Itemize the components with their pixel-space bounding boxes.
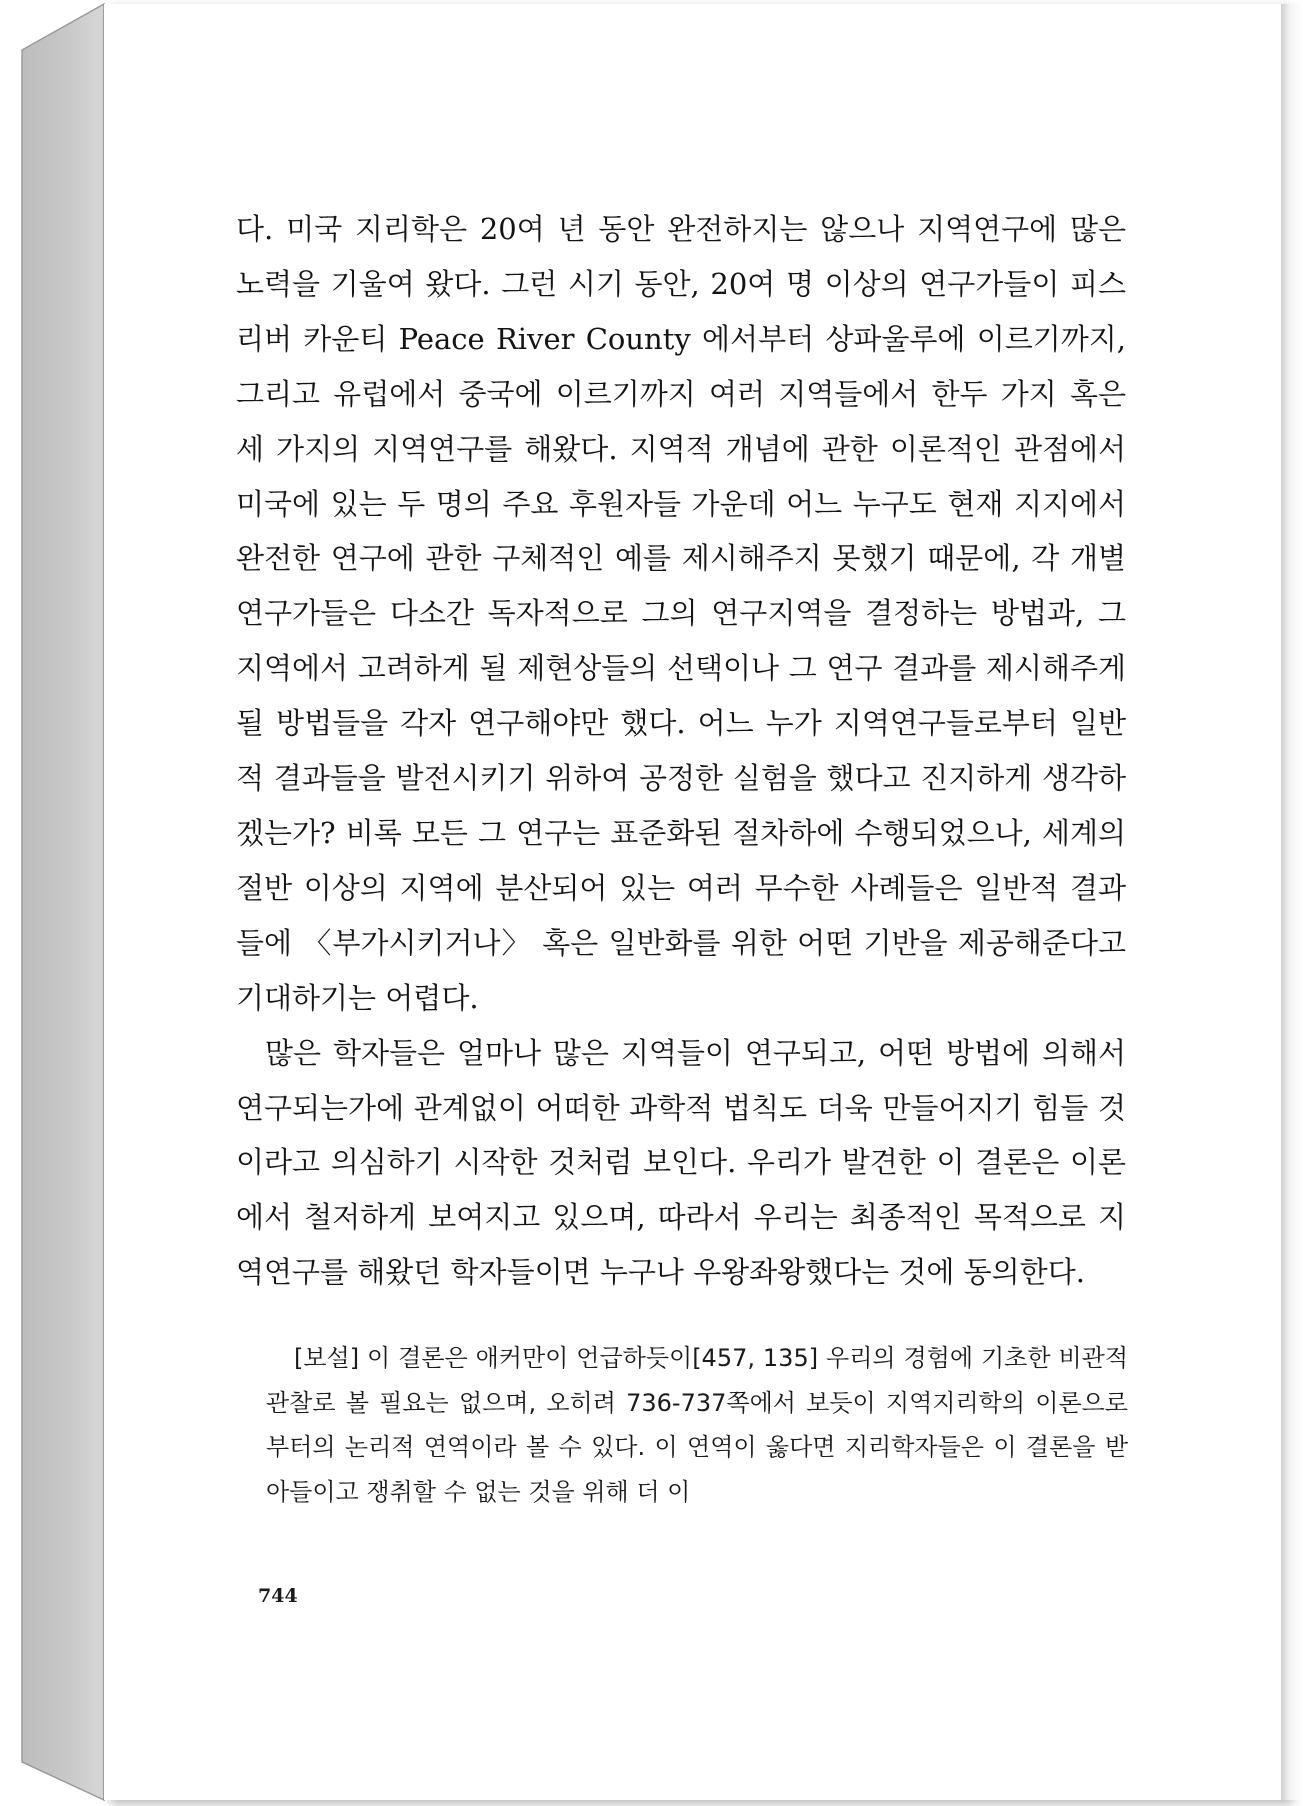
main-text — [236, 202, 1126, 1300]
page-number: 744 — [258, 1585, 298, 1607]
page-edge — [1281, 4, 1303, 1800]
paragraph: 많은 학자들은 얼마나 많은 지역들이 연구되고, 어떤 방법에 의해서 연구되는가에 관계없이 어떠한 과학적 법칙도 더욱 만들어지기 힘들 것이라고 의심하기 시작한 것처럼 보인다. 우리가 발견한 이 결론은 이론에서 철저하게 보여지고 있으며, 따라서 우리는 최종적인 목적으로 지역연구를 해왔던 학자들이면 누구나 우왕좌왕했다는 것에 동의한다. — [236, 1035, 1126, 1290]
paragraph: 다. 미국 지리학은 20여 년 동안 완전하지는 않으나 지역연구에 많은 노력을 기울여 왔다. 그런 시기 동안, 20여 명 이상의 연구가들이 피스 리버 카운티 Peace River County 에서부터 상파울루에 이르기까지, 그리고 유럽에서 중국에 이르기까지 여러 지역들에서 한두 가지 혹은 세 가지의 지역연구를 해왔다. 지역적 개념에 관한 이론적인 관점에서 미국에 있는 두 명의 주요 후원자들 가운데 어느 누구도 현재 지지에서 완전한 연구에 관한 구체적인 예를 제시해주지 못했기 때문에, 각 개별 연구가들은 다소간 독자적으로 그의 연구지역을 결정하는 방법과, 그 지역에서 고려하게 될 제현상들의 선택이나 그 연구 결과를 제시해주게 될 방법들을 각자 연구해야만 했다. 어느 누가 지역연구들로부터 일반적 결과들을 발전시키기 위하여 공정한 실험을 했다고 진지하게 생각하겠는가? 비록 모든 그 연구는 표준화된 절차하에 수행되었으나, 세계의 절반 이상의 지역에 분산되어 있는 여러 무수한 사례들은 일반적 결과들에 〈부가시키거나〉 혹은 일반화를 위한 어떤 기반을 제공해준다고 기대하기는 어렵다. — [236, 212, 1126, 1015]
note-text: [보설] 이 결론은 애커만이 언급하듯이[457, 135] 우리의 경험에 기초한 비관적 관찰로 볼 필요는 없으며, 오히려 736-737쪽에서 보듯이 지역지리학의 이론으로부터의 논리적 연역이라 볼 수 있다. 이 연역이 옳다면 지리학자들은 이 결론을 받아들이고 쟁취할 수 없는 것을 위해 더 이 — [266, 1344, 1128, 1506]
supplementary-note — [266, 1336, 1128, 1514]
